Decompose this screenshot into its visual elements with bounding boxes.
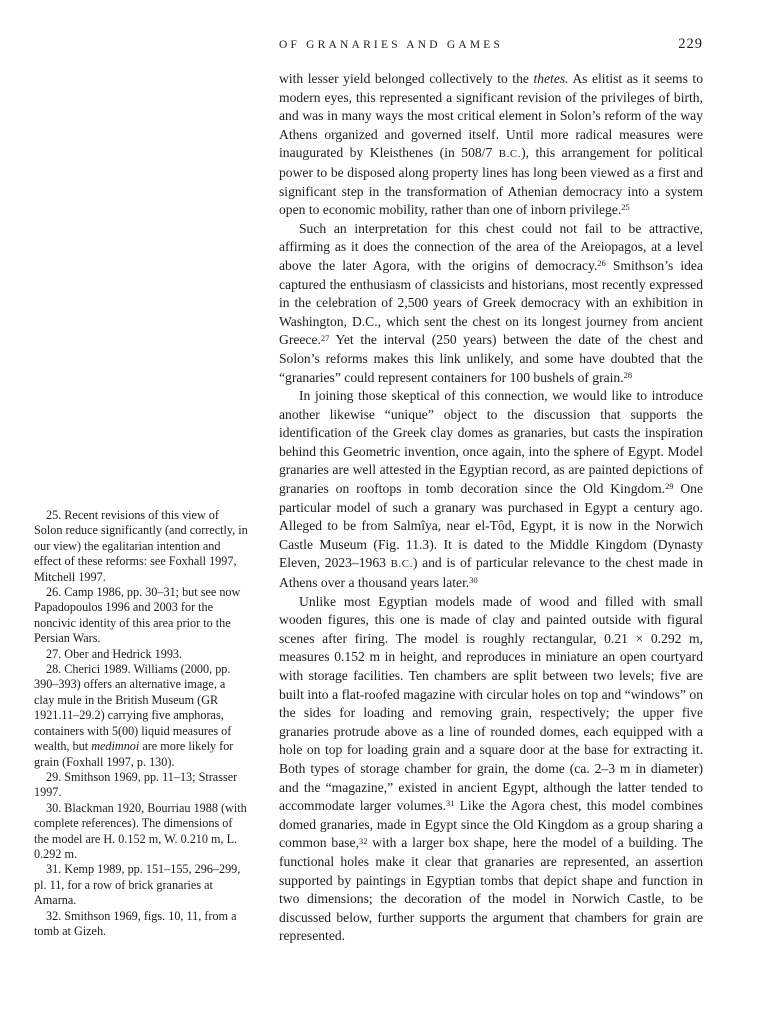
page-number: 229 [678, 36, 703, 52]
footnote: 25. Recent revisions of this view of Solon reduce significantly (and correctly, in our view) the egalitarian intention and effect of these reforms: see Foxhall 1997, Mitchell 1997. [34, 508, 248, 584]
footnote: 27. Ober and Hedrick 1993. [46, 646, 183, 661]
paragraph: Unlike most Egyptian models made of wood and filled with small wooden figures, this one is made of clay and painted outside with figural scenes after firing. The model is roughly rectangular, 0.21 × 0.292 m, measures 0.152 m in height, and reproduces in miniature an open courtyard with storage facilities. Ten chambers are split between two levels; five are built into a flat-roofed magazine with circular holes on top and “windows” on the sides for loading and removing grain, respectively; the upper five granaries protrude above as a line of rounded domes, each equipped with a hole on top for loading grain and a square door at the base for extracting it. Both types of storage chamber for grain, the dome (ca. 2–3 m in diameter) and the “magazine,” existed in ancient Egypt, although the latter tended to accommodate larger volumes.$^{31}$ Like the Agora chest, this model combines domed granaries, made in Egypt since the Old Kingdom as a group sharing a common base,$^{32}$ with a larger box shape, here the model of a building. The functional holes make it clear that granaries are represented, an assertion supported by paintings in Egyptian tombs that depict shape and function in two dimensions; the decoration of the model in Norwich Castle, to be discussed below, further supports the argument that chambers for grain are represented. [279, 593, 703, 944]
footnote: 32. Smithson 1969, figs. 10, 11, from a tomb at Gizeh. [34, 908, 237, 938]
footnote: 30. Blackman 1920, Bourriau 1988 (with complete references). The dimensions of the model are H. 0.152 m, W. 0.210 m, L. 0.292 m. [34, 800, 247, 861]
footnote: 28. Cherici 1989. Williams (2000, pp. 390–393) offers an alternative image, a clay mule in the British Museum (GR 1921.11–29.2) carrying five amphoras, containers with 5(00) liquid measures of wealth, but medimnoi are more likely for grain (Foxhall 1997, p. 130). [34, 662, 234, 769]
footnote: 26. Camp 1986, pp. 30–31; but see now Papadopoulos 1996 and 2003 for the noncivic identity of this area prior to the Persian Wars. [34, 585, 241, 646]
paragraph: Such an interpretation for this chest could not fail to be attractive, affirming as it does the connection of the area of the Areiopagos, at a level above the later Agora, with the origins of democracy.$^{26}$ Smithson’s idea captured the enthusiasm of classicists and historians, most recently expressed in the celebration of 2,500 years of Greek democracy with an exhibition in Washington, D.C., which sent the chest on its longest journey from ancient Greece.$^{27}$ Yet the interval (250 years) between the date of the chest and Solon’s reforms makes this link unlikely, and some have doubted that the “granaries” could represent containers for 100 bushels of grain.$^{28}$ [279, 220, 703, 385]
footnote: 31. Kemp 1989, pp. 151–155, 296–299, pl. 11, for a row of brick granaries at Amarna. [34, 862, 241, 908]
main-text-column [279, 70, 703, 946]
running-head-title: OF GRANARIES AND GAMES [279, 39, 504, 51]
paragraph: In joining those skeptical of this connection, we would like to introduce another likewise “unique” object to the discussion that supports the identification of the Greek clay domes as granaries, but casts the inspiration behind this Geometric invention, once again, into the sphere of Egypt. Model granaries are well attested in the Egyptian record, as are painted depictions of granaries on rooftops in tomb decoration since the Old Kingdom.$^{29}$ One particular model of such a granary was purchased in Egypt a century ago. Alleged to be from Salmîya, near el-Tôd, Egypt, it is now in the Norwich Castle Museum (Fig. 11.3). It is dated to the Middle Kingdom (Dynasty Eleven, 2023–1963 B.C.) and is of particular relevance to the chest made in Athens over a thousand years later.$^{30}$ [279, 388, 704, 591]
footnote: 29. Smithson 1969, pp. 11–13; Strasser 1997. [34, 769, 238, 800]
paragraph: with lesser yield belonged collectively to the thetes. As elitist as it seems to modern eyes, this represented a significant revision of the privileges of birth, and was in many ways the most critical element in Solon’s reform of the way Athens organized and governed itself. Until more radical measures were inaugurated by Kleisthenes (in 508/7 B.C.), this arrangement for political power to be disposed along property lines has long been viewed as a first and significant step in the transformation of Athenian democracy into a system open to economic mobility, rather than one of inborn privilege.$^{25}$ [279, 71, 703, 218]
page-header [279, 36, 703, 53]
footnotes-column [34, 508, 248, 939]
